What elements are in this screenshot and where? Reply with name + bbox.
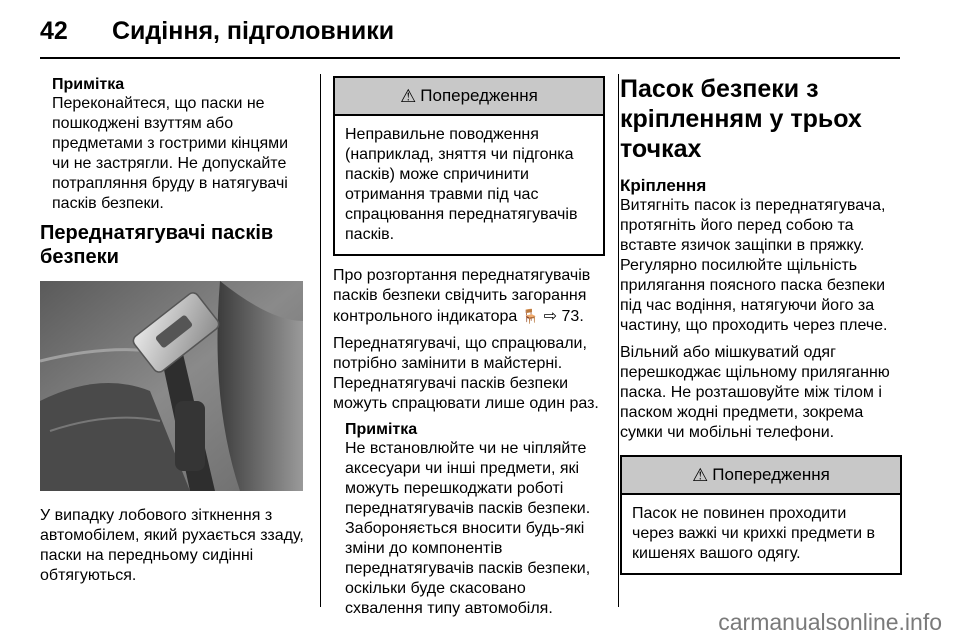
warning-title: Попередження (420, 86, 538, 105)
header-divider (40, 57, 900, 59)
page-reference: 73. (561, 308, 584, 325)
warning-box (333, 76, 605, 256)
seat-belt-buckle-photo (40, 281, 303, 491)
column-divider (618, 74, 619, 607)
note-body: Не встановлюйте чи не чіпляйте аксесуари чи інші предмети, які можуть перешкоджати роботі переднатягувачів пасків безпеки. Забороняється вносити будь-які зміни до компонентів переднатягувачів пасків безпеки, оскільки буде скасовано схвалення типу автомобіля. (345, 440, 591, 617)
note-title: Примітка (52, 76, 125, 93)
page-ref-arrow-icon: ⇨ (543, 308, 558, 325)
page-header (40, 14, 394, 48)
warning-title: Попередження (712, 465, 830, 484)
paragraph-text: Про розгортання переднатягувачів пасків безпеки свідчить загорання контрольного індикатора (333, 267, 591, 325)
airbag-indicator-icon: 🪑 (521, 308, 540, 324)
section-heading: Пасок безпеки з кріпленням у трьох точках (620, 75, 862, 163)
note-body: Переконайтеся, що паски не пошкоджені взуттям або предметами з гострими кінцями чи не застрягли. Не допускайте потрапляння бруду в натягувачі пасків безпеки. (52, 95, 289, 212)
paragraph: Витягніть пасок із переднатягувача, протягніть його перед собою та вставте язичок защіпки в пряжку. Регулярно посилюйте щільність прилягання поясного паска безпеки під час водіння, натягуючи його за частину, що проходить через плече. (620, 197, 888, 334)
paragraph: Вільний або мішкуватий одяг перешкоджає щільному приляганню паска. Не розташовуйте між тілом і паском жодні предмети, зокрема сумки чи мобільні телефони. (620, 344, 890, 441)
warning-box (620, 455, 902, 575)
paragraph (333, 266, 605, 327)
warning-body: Пасок не повинен проходити через важкі чи крихкі предмети в кишенях вашого одягу. (632, 505, 875, 562)
watermark: carmanualsonline.info (718, 609, 942, 635)
warning-header (335, 78, 603, 116)
warning-header (622, 457, 900, 495)
warning-triangle-icon: ⚠ (692, 464, 709, 485)
note-title: Примітка (345, 421, 418, 438)
subheading: Кріплення (620, 176, 707, 195)
warning-body: Неправильне поводження (наприклад, зняття чи підгонка пасків) може спричинити отримання травми під час спрацювання переднатягувачів пасків. (345, 126, 578, 243)
column-1 (40, 76, 305, 593)
column-3 (620, 76, 902, 585)
page-title: Сидіння, підголовники (112, 16, 395, 45)
warning-triangle-icon: ⚠ (400, 85, 417, 106)
section-heading: Переднатягувачі пасків безпеки (40, 222, 274, 268)
paragraph: Переднатягувачі, що спрацювали, потрібно замінити в майстерні. Переднатягувачі пасків безпеки можуть спрацювати лише один раз. (333, 335, 599, 412)
photo-caption: У випадку лобового зіткнення з автомобілем, який рухається ззаду, паски на передньому сидінні обтягуються. (40, 507, 304, 584)
column-2 (333, 76, 605, 626)
page-number: 42 (40, 16, 68, 45)
column-divider (320, 74, 321, 607)
